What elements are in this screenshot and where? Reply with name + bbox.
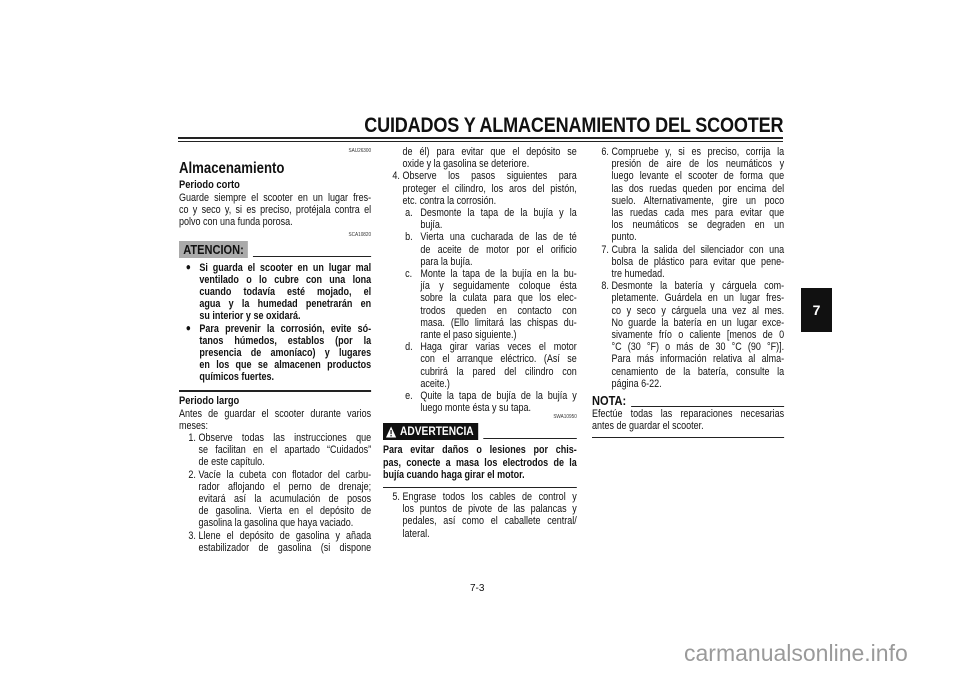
header-rule: [178, 137, 783, 139]
section-title: Almacenamiento: [179, 160, 285, 177]
text-line: Desmonte la batería y cárguela com-: [611, 280, 785, 293]
text-line: co y seco y, si es preciso, protéjala contra el: [179, 204, 372, 217]
text-line: Observe los pasos siguientes para: [402, 170, 577, 183]
section-code: SAU26300: [348, 148, 372, 154]
text-line: de él) para evitar que el depósito se: [402, 146, 577, 158]
text-line: estabilizador de gasolina (si dispone: [198, 541, 372, 554]
bullet-icon: ●: [185, 261, 191, 273]
text-line: punto.: [611, 231, 637, 244]
text-line: Desmonte la tapa de la bujía y la: [420, 207, 577, 220]
sub-item: [405, 207, 577, 231]
sub-item-letter: d.: [405, 341, 413, 354]
text-line: sivamente frío o caliente [menos de 0: [611, 329, 785, 342]
text-line: gasolina la gasolina que haya vaciado.: [198, 517, 354, 530]
text-line: las ruedas cada mes para evitar que: [611, 207, 785, 220]
text-line: bujía cuando haga girar el motor.: [383, 468, 525, 481]
text-line: bujía.: [420, 219, 443, 232]
bullet-text: [199, 323, 371, 384]
sub-item: [405, 390, 577, 414]
text-line: proteger el cilindro, los aros del pistón,: [402, 182, 577, 195]
item-continuation: [403, 146, 577, 170]
list-item: [188, 530, 371, 554]
sub-item: [405, 268, 577, 341]
text-line: suelo. Alternativamente, gire un poco: [611, 194, 785, 207]
text-line: oxide y la gasolina se deteriore.: [402, 158, 530, 171]
text-line: su interior y se oxidará.: [199, 310, 301, 323]
text-line: los puntos de pivote de las palancas y: [402, 503, 577, 516]
sub-item-text: [420, 207, 576, 231]
text-line: Compruebe y, si es preciso, corrija la: [611, 146, 785, 158]
column-1: [179, 148, 371, 554]
text-line: las dos ruedas queden por encima del: [611, 182, 785, 195]
sub-item-letter: e.: [405, 390, 413, 403]
long-paragraph: [179, 408, 371, 432]
text-line: luego monte ésta y su tapa.: [420, 402, 532, 415]
note-label: NOTA:: [592, 393, 627, 409]
text-line: tre humedad.: [611, 268, 665, 281]
attention-label: ATENCION:: [179, 241, 248, 258]
subsection-short-title: Periodo corto: [179, 179, 240, 191]
short-paragraph: [179, 192, 371, 229]
item-text: [199, 469, 372, 530]
text-line: Efectúe todas las reparaciones necesarias: [592, 408, 785, 421]
warning-header: [383, 423, 577, 440]
sub-item-text: [420, 268, 576, 341]
text-line: meses:: [179, 419, 209, 432]
text-line: pas, conecte a masa los electrodos de la: [383, 456, 577, 469]
item-text: [612, 244, 785, 281]
item-number: 8.: [601, 280, 609, 293]
text-line: °C (30 °F) o más de 30 °C (90 °F)].: [611, 341, 785, 354]
list-item: [601, 280, 784, 390]
text-line: Engrase todos los cables de control y: [402, 491, 577, 504]
item-number: 4.: [392, 170, 400, 183]
text-line: los neumáticos se degraden en un: [611, 219, 785, 232]
text-line: Vierta una cucharada de las de té: [420, 231, 577, 244]
text-line: trodos queden en contacto con: [420, 304, 577, 317]
note-text: [592, 408, 784, 432]
text-line: agua y la humedad penetrarán en: [199, 298, 372, 311]
text-line: lateral.: [402, 527, 430, 540]
item-text: [403, 170, 577, 207]
text-line: sobre la culata para que los elec-: [420, 292, 577, 305]
text-line: Monte la tapa de la bujía en la bu-: [420, 268, 577, 281]
sub-item: [405, 231, 577, 268]
list-item: [392, 170, 576, 207]
item-number: 6.: [601, 146, 609, 158]
item-number: 2.: [188, 468, 196, 481]
text-line: se facilitan en el apartado “Cuidados”: [198, 444, 372, 457]
chapter-tab: 7: [801, 288, 832, 332]
sub-item-letter: b.: [405, 231, 413, 244]
text-line: Para evitar daños o lesiones por chis-: [383, 444, 577, 457]
text-line: pedales, así como el caballete central/: [402, 515, 577, 528]
text-line: luego levante el scooter de forma que: [611, 170, 785, 183]
list-item: [188, 432, 371, 469]
text-line: Vacíe la cubeta con flotador del carbu-: [198, 468, 372, 481]
page-number: 7-3: [470, 583, 485, 594]
warning-label-box: [383, 423, 478, 440]
item-text: [199, 530, 372, 554]
text-line: Para prevenir la corrosión, evite só-: [199, 322, 372, 335]
header-rule-thin: [178, 141, 783, 142]
attention-code: SCA10820: [348, 231, 372, 238]
page-title: CUIDADOS Y ALMACENAMIENTO DEL SCOOTER: [363, 114, 783, 137]
attention-header: [179, 241, 371, 258]
text-line: Antes de guardar el scooter durante varios: [179, 407, 372, 420]
warning-triangle-icon: [386, 426, 397, 438]
text-line: de este capítulo.: [198, 456, 265, 469]
text-line: para la bujía.: [420, 255, 473, 268]
warning-label: ADVERTENCIA: [400, 424, 474, 439]
item-number: 1.: [188, 432, 196, 445]
text-line: de gasolina. Vierta en el depósito de: [198, 505, 372, 518]
text-line: presión de aire de los neumáticos y: [611, 158, 785, 171]
text-line: Si guarda el scooter en un lugar mal: [199, 261, 372, 274]
sub-item-letter: c.: [405, 268, 413, 281]
text-line: tanos húmedos, establos (por la: [199, 334, 372, 347]
note-end-rule: [592, 437, 784, 438]
text-line: químicos fuertes.: [199, 371, 274, 384]
text-line: Guarde siempre el scooter en un lugar fres-: [179, 192, 372, 204]
text-line: Haga girar varias veces el motor: [420, 341, 577, 354]
text-line: Para más información relativa al alma-: [611, 353, 785, 366]
subsection-long-title: Periodo largo: [179, 394, 240, 407]
sub-item-text: [420, 231, 576, 268]
column-3: [592, 146, 784, 441]
note-rule: [631, 406, 784, 407]
note-header: [592, 394, 784, 408]
text-line: en los que se almacenen productos: [199, 359, 372, 372]
bullet-text: [199, 262, 371, 323]
attention-bullet: [186, 323, 371, 384]
text-line: rador aflojando el perno de drenaje;: [198, 480, 372, 493]
text-line: Observe todas las instrucciones que: [198, 432, 372, 445]
bullet-icon: ●: [185, 322, 191, 334]
list-item: [601, 146, 784, 244]
attention-end-rule: [179, 390, 371, 392]
text-line: evitará así la acumulación de posos: [198, 493, 372, 506]
text-line: cuando todavía esté mojado, el: [199, 286, 372, 299]
text-line: jía y seguidamente coloque ésta: [420, 280, 577, 293]
sub-item-letter: a.: [405, 207, 413, 220]
column-2: [383, 146, 577, 540]
list-item: [188, 469, 371, 530]
item-text: [403, 491, 577, 540]
attention-rule: [253, 256, 371, 257]
list-item: [392, 491, 576, 540]
text-line: Llene el depósito de gasolina y añada: [198, 529, 372, 542]
sub-item-text: [420, 341, 576, 390]
text-line: página 6-22.: [611, 377, 662, 390]
text-line: co y seco y cárguela una vez al mes.: [611, 304, 785, 317]
text-line: antes de guardar el scooter.: [592, 420, 704, 433]
text-line: con el arranque eléctrico. (Así se: [420, 353, 577, 366]
item-text: [612, 146, 785, 244]
item-text: [199, 432, 372, 469]
warning-code: SWA10950: [553, 414, 577, 421]
watermark: carmanualsonline.info: [684, 640, 908, 666]
text-line: cenamiento de la batería, consulte la: [611, 365, 785, 378]
text-line: de aceite de motor por el orificio: [420, 243, 577, 256]
text-line: bolsa de plástico para evitar que pene-: [611, 255, 785, 268]
text-line: presencia de amoníaco) y lugares: [199, 347, 372, 360]
text-line: No guarde la batería en un lugar exce-: [611, 316, 785, 329]
warning-end-rule: [383, 487, 577, 488]
text-line: cubrirá la pared del cilindro con: [420, 365, 577, 378]
sub-item-text: [420, 390, 576, 414]
item-number: 5.: [392, 491, 400, 504]
text-line: ventilado o lo cubre con una lona: [199, 273, 372, 286]
text-line: pletamente. Guárdela en un lugar fres-: [611, 292, 785, 305]
text-line: masa. (Ello limitará las chispas du-: [420, 316, 577, 329]
text-line: Cubra la salida del silenciador con una: [611, 243, 785, 256]
attention-bullet: [186, 262, 371, 323]
warning-rule: [483, 438, 577, 439]
sub-item: [405, 341, 577, 390]
text-line: etc. contra la corrosión.: [402, 194, 497, 207]
text-line: polvo con una funda porosa.: [179, 216, 293, 229]
text-line: Quite la tapa de bujía de la bujía y: [420, 390, 577, 403]
warning-text: [383, 444, 577, 481]
list-item: [601, 244, 784, 281]
item-number: 3.: [188, 529, 196, 542]
text-line: aceite.): [420, 377, 450, 390]
text-line: rante el paso siguiente.): [420, 329, 517, 342]
item-number: 7.: [601, 243, 609, 256]
item-text: [612, 280, 785, 390]
